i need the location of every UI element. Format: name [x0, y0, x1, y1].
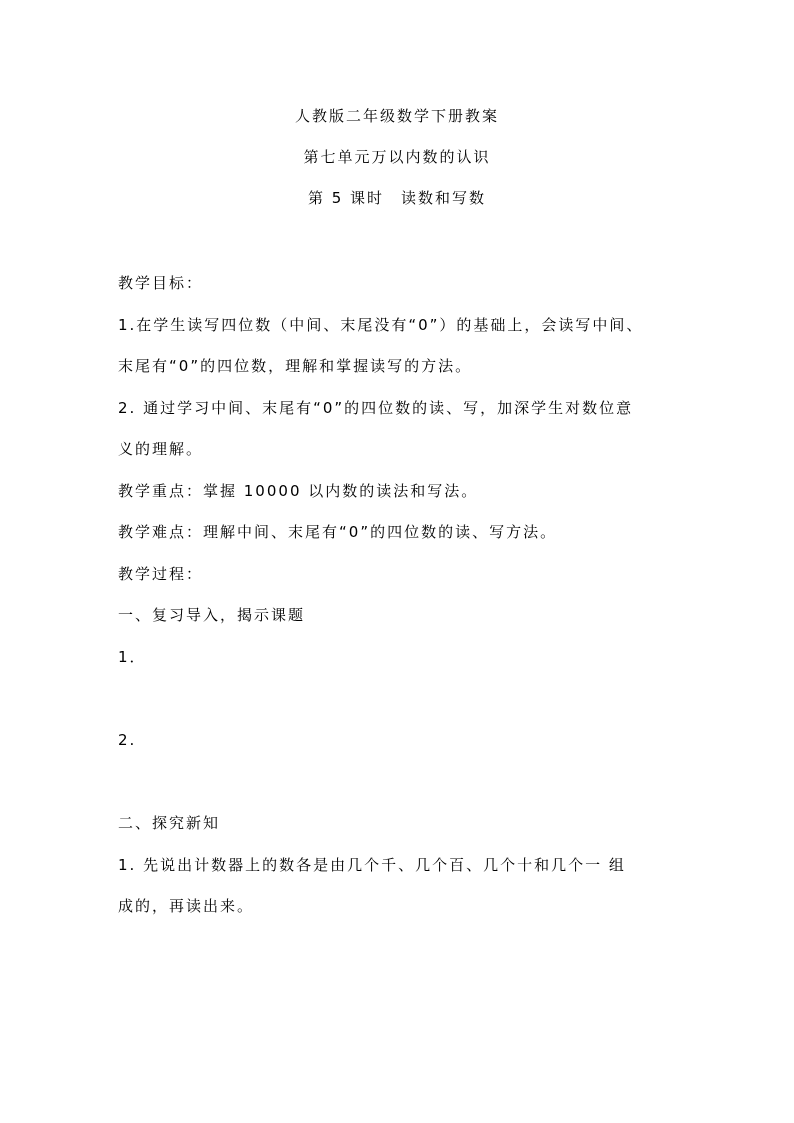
- section-2-item-1-line-2: 成的，再读出来。: [118, 897, 255, 915]
- section-1-item-1: 1．: [118, 648, 147, 666]
- difficulty: 教学难点：理解中间、末尾有“0”的四位数的读、写方法。: [118, 523, 558, 541]
- objective-2-line-2: 义的理解。: [118, 440, 204, 458]
- unit-title: 第七单元万以内数的认识: [303, 148, 491, 166]
- process-heading: 教学过程：: [118, 565, 204, 583]
- section-1-heading: 一、复习导入，揭示课题: [118, 606, 306, 624]
- objective-2-line-1: 2. 通过学习中间、末尾有“0”的四位数的读、写，加深学生对数位意: [118, 399, 634, 417]
- objectives-heading: 教学目标：: [118, 274, 204, 292]
- section-1-item-2: 2.: [118, 731, 137, 749]
- objective-1-line-2: 末尾有“0”的四位数，理解和掌握读写的方法。: [118, 357, 473, 375]
- section-2-heading: 二、探究新知: [118, 814, 221, 832]
- key-point: 教学重点：掌握 10000 以内数的读法和写法。: [118, 482, 479, 500]
- lesson-title: 第 5 课时 读数和写数: [307, 189, 487, 207]
- objective-1-line-1: 1.在学生读写四位数（中间、末尾没有“0”）的基础上，会读写中间、: [118, 316, 644, 334]
- section-2-item-1-line-1: 1. 先说出计数器上的数各是由几个千、几个百、几个十和几个一 组: [118, 856, 626, 874]
- document-title: 人教版二年级数学下册教案: [294, 107, 499, 125]
